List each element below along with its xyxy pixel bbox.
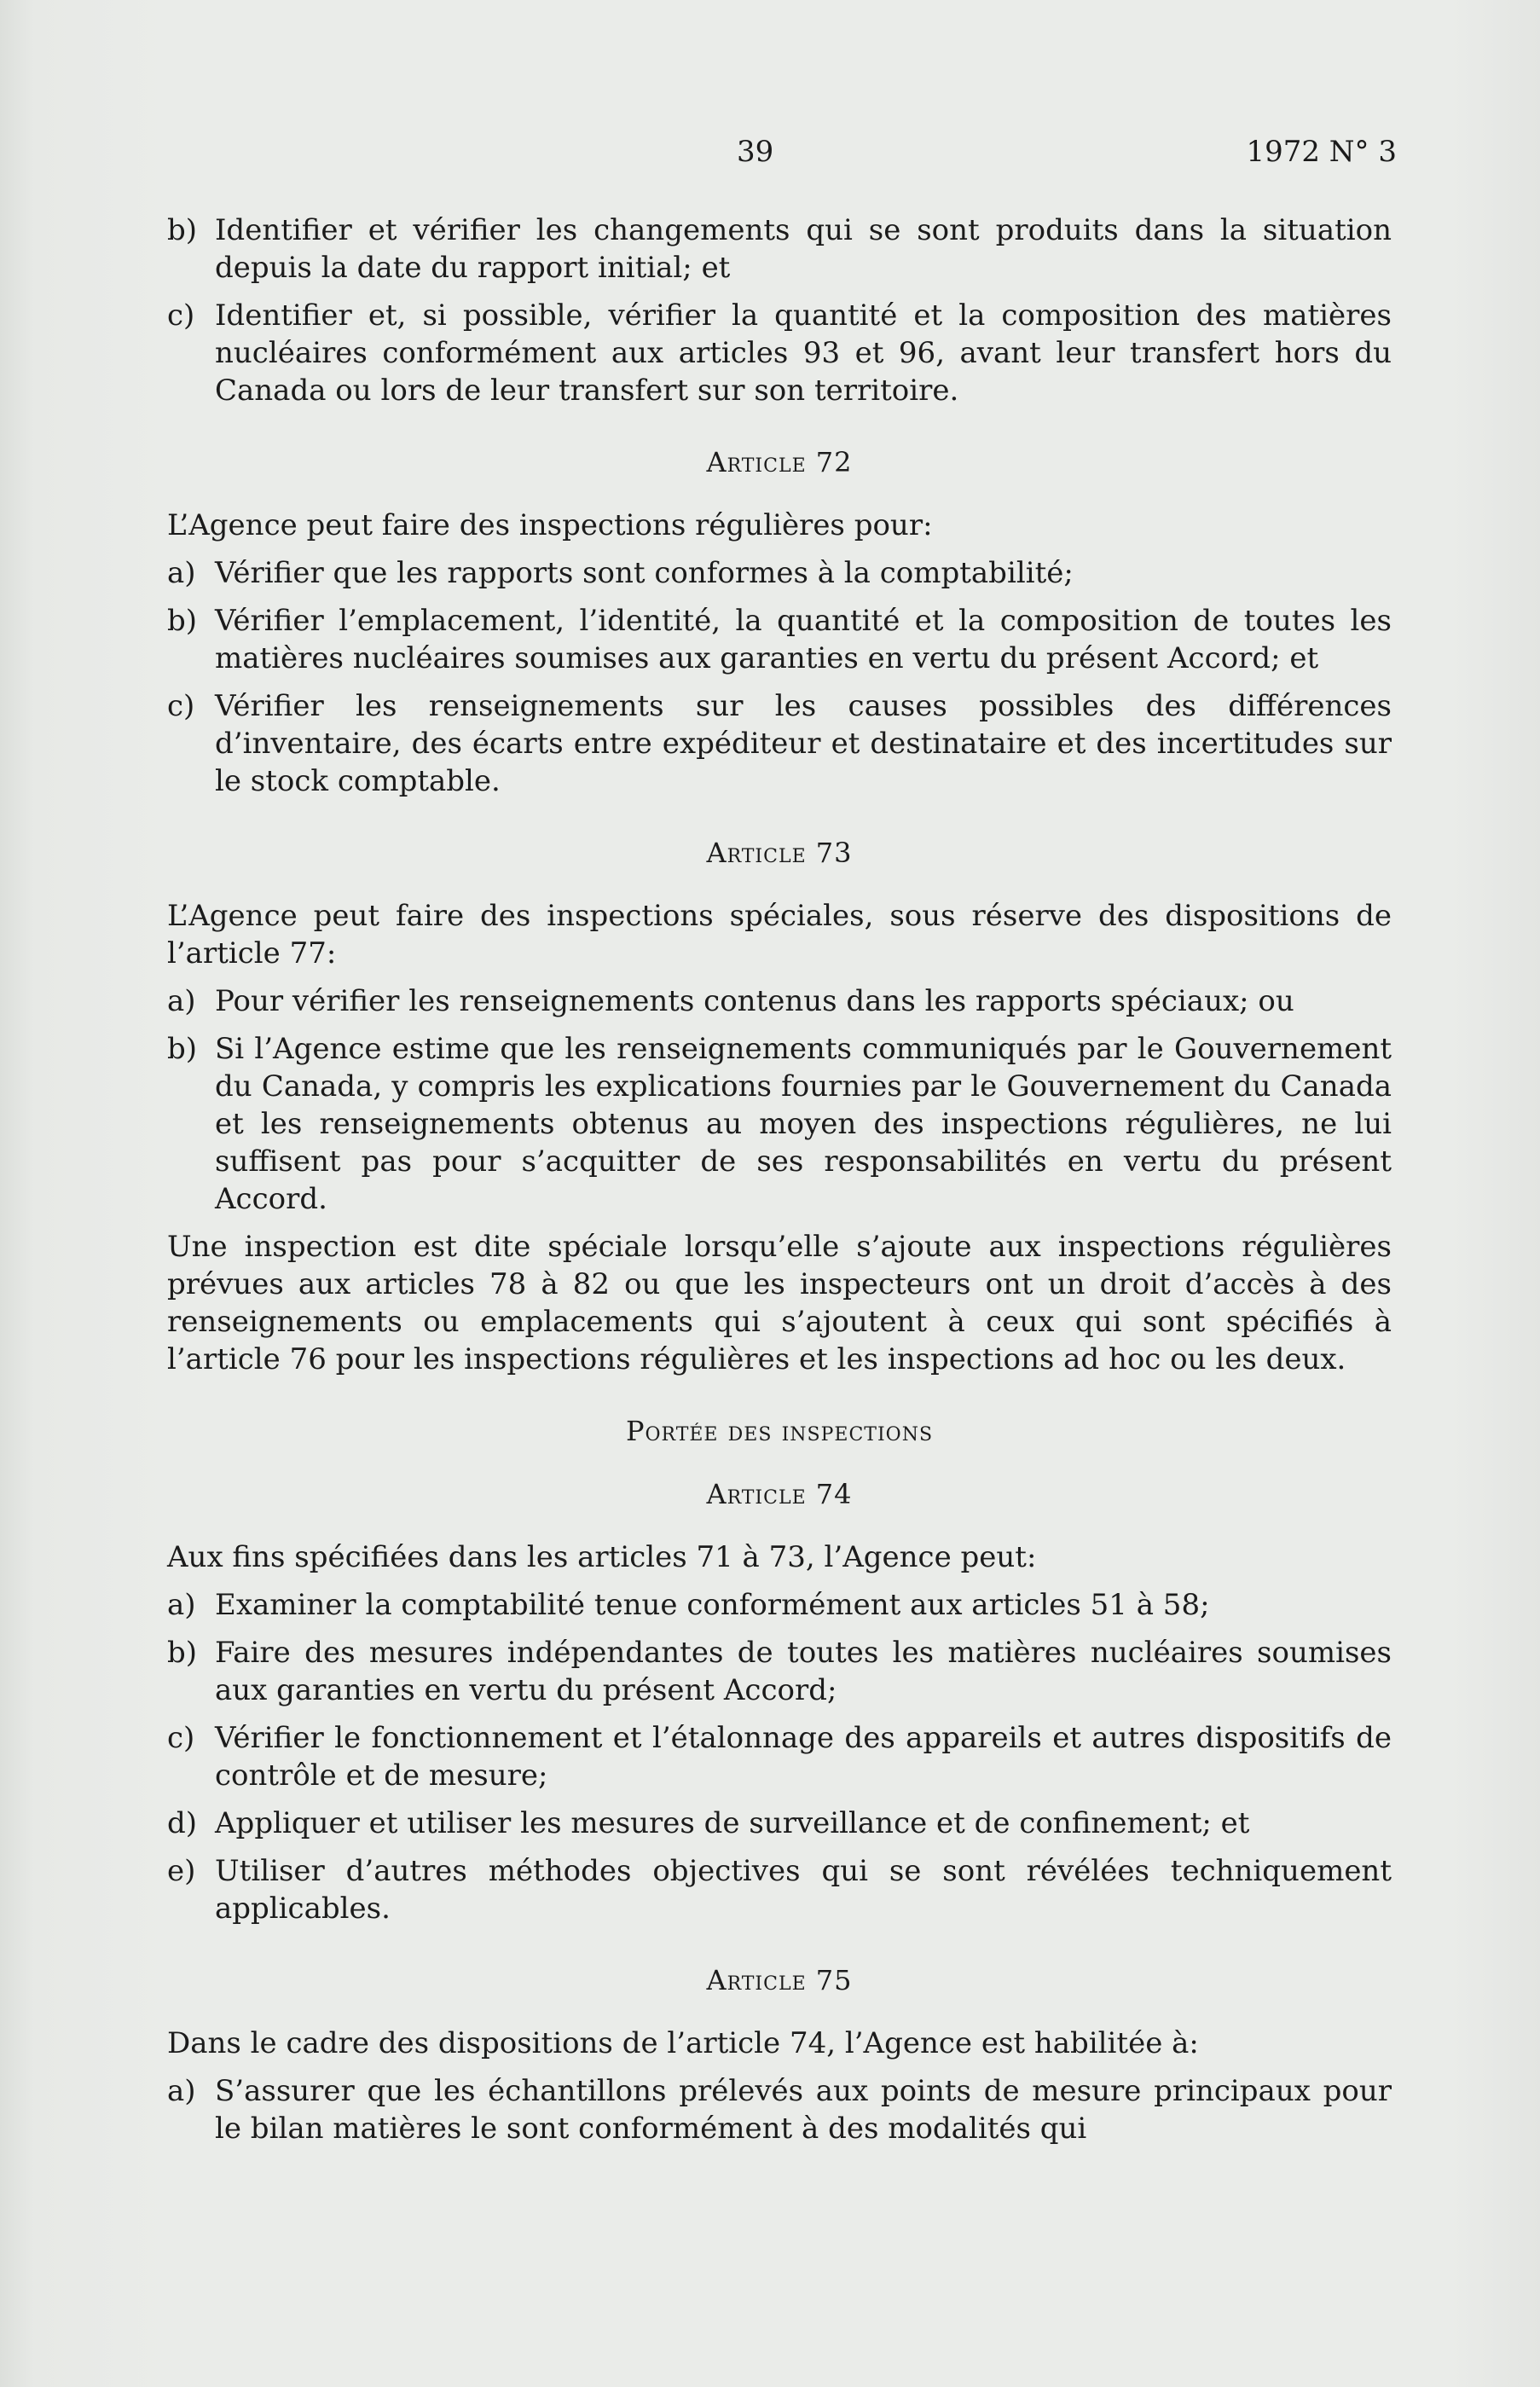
list-item (167, 982, 1392, 1020)
item-label: b) (167, 1032, 198, 1066)
item-text: Identifier et vérifier les changements qui se sont produits dans la situation depuis la date du rapport initial; et (215, 213, 1392, 285)
list-item (167, 554, 1392, 592)
list-item (167, 687, 1392, 800)
list-item (167, 2072, 1392, 2147)
item-text: Appliquer et utiliser les mesures de surveillance et de confinement; et (215, 1806, 1250, 1840)
list-item (167, 1030, 1392, 1218)
volume-label: 1972 N° 3 (1246, 135, 1397, 169)
item-text: Vérifier les renseignements sur les causes possibles des différences d’inventaire, des écarts entre expéditeur et destinataire et des incertitudes sur le stock comptable. (215, 689, 1392, 798)
article-73-intro: L’Agence peut faire des inspections spéciales, sous réserve des dispositions de l’article 77: (167, 899, 1392, 970)
item-label: d) (167, 1806, 198, 1840)
article-75-heading: Article 75 (706, 1964, 853, 1996)
page-number: 39 (737, 135, 774, 169)
list-item (167, 1805, 1392, 1842)
article-73-heading: Article 73 (706, 837, 853, 869)
article-74-heading: Article 74 (706, 1478, 853, 1510)
list-item (167, 1719, 1392, 1794)
article-75-intro: Dans le cadre des dispositions de l’article 74, l’Agence est habilitée à: (167, 2026, 1199, 2060)
article-72-heading: Article 72 (706, 446, 853, 478)
page-header (0, 135, 1540, 174)
item-label: c) (167, 689, 195, 723)
list-item (167, 297, 1392, 409)
item-text: Pour vérifier les renseignements contenus dans les rapports spéciaux; ou (215, 984, 1294, 1018)
item-label: b) (167, 213, 198, 247)
item-label: a) (167, 556, 196, 590)
list-item (167, 1852, 1392, 1927)
document-body (167, 211, 1392, 2158)
item-label: c) (167, 1721, 195, 1755)
item-text: Examiner la comptabilité tenue conformément aux articles 51 à 58; (215, 1588, 1210, 1622)
article-73-closing: Une inspection est dite spéciale lorsqu’elle s’ajoute aux inspections régulières prévues aux articles 78 à 82 ou que les inspecteurs ont un droit d’accès à des renseignements ou emplacements qui s’ajoutent à ceux qui sont spécifiés à l’article 76 pour les inspections régulières et les inspections ad hoc ou les deux. (167, 1230, 1392, 1376)
item-label: e) (167, 1854, 196, 1888)
item-label: a) (167, 1588, 196, 1622)
item-label: a) (167, 2074, 196, 2108)
item-label: b) (167, 1636, 198, 1670)
item-text: Vérifier l’emplacement, l’identité, la quantité et la composition de toutes les matières nucléaires soumises aux garanties en vertu du présent Accord; et (215, 604, 1392, 675)
item-text: Si l’Agence estime que les renseignements communiqués par le Gouvernement du Canada, y compris les explications fournies par le Gouvernement du Canada et les renseignements obtenus au moyen des inspections régulières, ne lui suffisent pas pour s’acquitter de ses responsabilités en vertu du présent Accord. (215, 1032, 1392, 1216)
list-item (167, 1634, 1392, 1709)
section-title: Portée des inspections (625, 1415, 934, 1447)
article-72-intro: L’Agence peut faire des inspections régulières pour: (167, 508, 933, 542)
item-text: Identifier et, si possible, vérifier la quantité et la composition des matières nucléaires conformément aux articles 93 et 96, avant leur transfert hors du Canada ou lors de leur transfert sur son territoire. (215, 298, 1392, 408)
item-text: Faire des mesures indépendantes de toutes les matières nucléaires soumises aux garanties en vertu du présent Accord; (215, 1636, 1392, 1707)
item-text: Utiliser d’autres méthodes objectives qui se sont révélées techniquement applicables. (215, 1854, 1392, 1926)
item-label: a) (167, 984, 196, 1018)
list-item (167, 602, 1392, 677)
list-item (167, 1586, 1392, 1624)
item-text: Vérifier que les rapports sont conformes à la comptabilité; (215, 556, 1074, 590)
item-label: c) (167, 298, 195, 333)
item-label: b) (167, 604, 198, 638)
list-item (167, 211, 1392, 287)
item-text: Vérifier le fonctionnement et l’étalonnage des appareils et autres dispositifs de contrôle et de mesure; (215, 1721, 1392, 1793)
item-text: S’assurer que les échantillons prélevés aux points de mesure principaux pour le bilan matières le sont conformément à des modalités qui (215, 2074, 1392, 2146)
article-74-intro: Aux fins spécifiées dans les articles 71 à 73, l’Agence peut: (167, 1540, 1037, 1574)
